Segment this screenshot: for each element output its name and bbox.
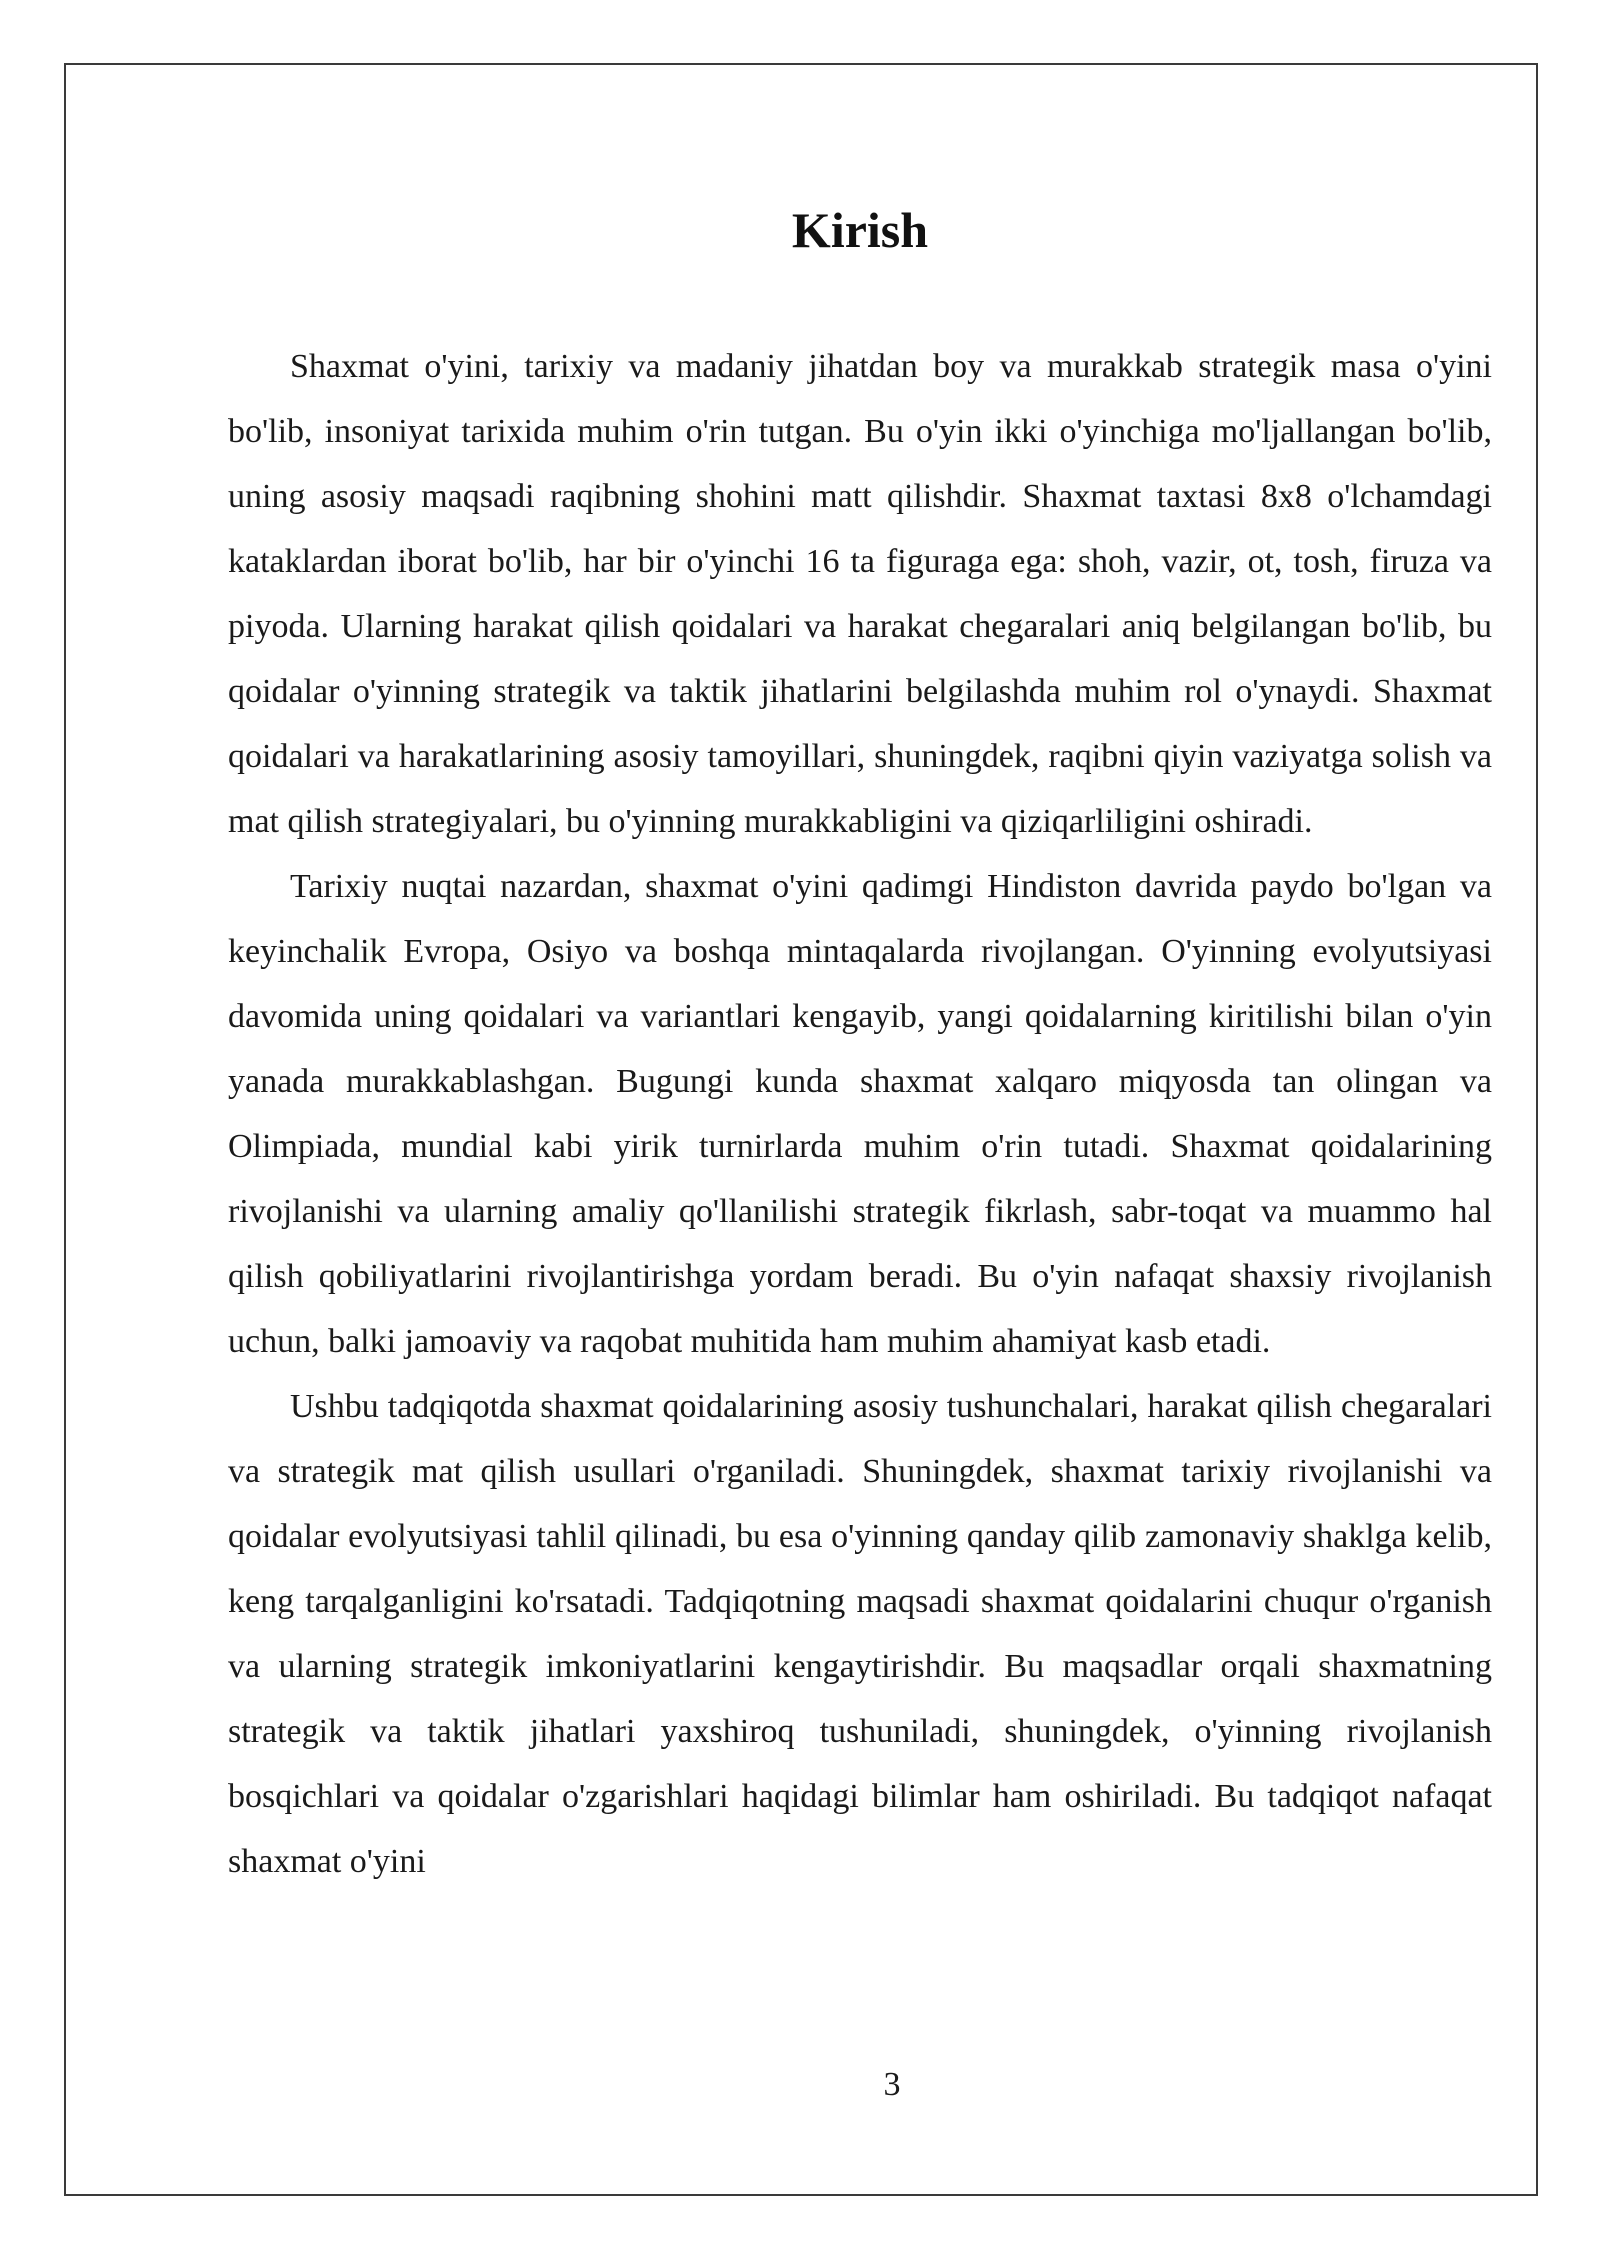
document-body: [228, 334, 1492, 1894]
paragraph-1: Shaxmat o'yini, tarixiy va madaniy jihatdan boy va murakkab strategik masa o'yini bo'lib, insoniyat tarixida muhim o'rin tutgan. Bu o'yin ikki o'yinchiga mo'ljallangan bo'lib, uning asosiy maqsadi raqibning shohini matt qilishdir. Shaxmat taxtasi 8x8 o'lchamdagi kataklardan iborat bo'lib, har bir o'yinchi 16 ta figuraga ega: shoh, vazir, ot, tosh, firuza va piyoda. Ularning harakat qilish qoidalari va harakat chegaralari aniq belgilangan bo'lib, bu qoidalar o'yinning strategik va taktik jihatlarini belgilashda muhim rol o'ynaydi. Shaxmat qoidalari va harakatlarining asosiy tamoyillari, shuningdek, raqibni qiyin vaziyatga solish va mat qilish strategiyalari, bu o'yinning murakkabligini va qiziqarliligini oshiradi.: [228, 348, 1492, 840]
paragraph-3: Ushbu tadqiqotda shaxmat qoidalarining asosiy tushunchalari, harakat qilish chegaralari va strategik mat qilish usullari o'rganiladi. Shuningdek, shaxmat tarixiy rivojlanishi va qoidalar evolyutsiyasi tahlil qilinadi, bu esa o'yinning qanday qilib zamonaviy shaklga kelib, keng tarqalganligini ko'rsatadi. Tadqiqotning maqsadi shaxmat qoidalarini chuqur o'rganish va ularning strategik imkoniyatlarini kengaytirishdir. Bu maqsadlar orqali shaxmatning strategik va taktik jihatlari yaxshiroq tushuniladi, shuningdek, o'yinning rivojlanish bosqichlari va qoidalar o'zgarishlari haqidagi bilimlar ham oshiriladi. Bu tadqiqot nafaqat shaxmat o'yini: [228, 1388, 1492, 1880]
paragraph-2: Tarixiy nuqtai nazardan, shaxmat o'yini qadimgi Hindiston davrida paydo bo'lgan va keyinchalik Evropa, Osiyo va boshqa mintaqalarda rivojlangan. O'yinning evolyutsiyasi davomida uning qoidalari va variantlari kengayib, yangi qoidalarning kiritilishi bilan o'yin yanada murakkablashgan. Bugungi kunda shaxmat xalqaro miqyosda tan olingan va Olimpiada, mundial kabi yirik turnirlarda muhim o'rin tutadi. Shaxmat qoidalarining rivojlanishi va ularning amaliy qo'llanilishi strategik fikrlash, sabr-toqat va muammo hal qilish qobiliyatlarini rivojlantirishga yordam beradi. Bu o'yin nafaqat shaxsiy rivojlanish uchun, balki jamoaviy va raqobat muhitida ham muhim ahamiyat kasb etadi.: [228, 868, 1492, 1360]
page-title: Kirish: [791, 202, 929, 258]
page-number: 3: [883, 2066, 901, 2103]
